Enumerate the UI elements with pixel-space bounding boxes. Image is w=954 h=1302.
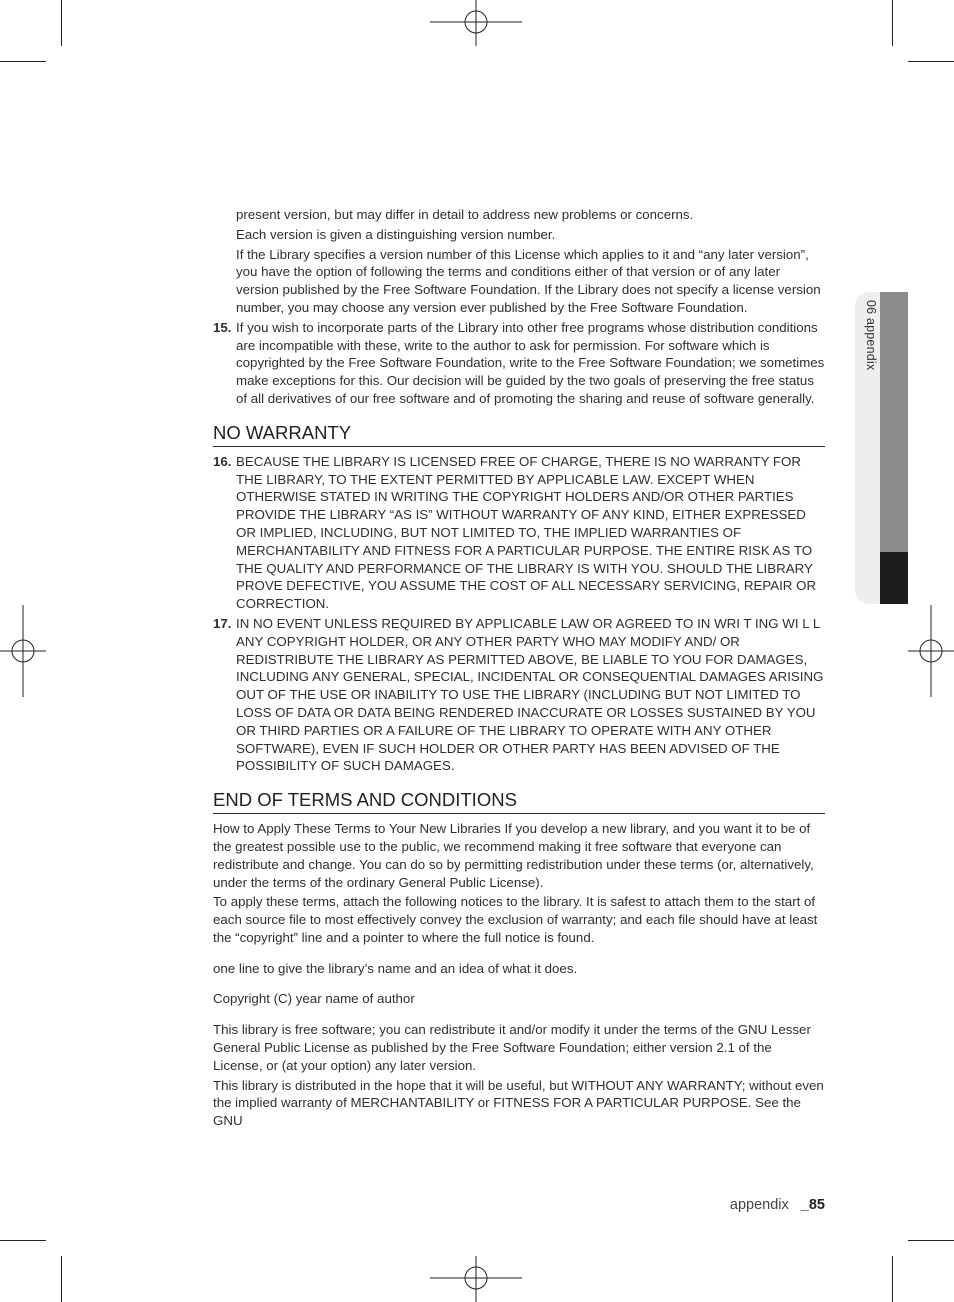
registration-mark-icon (0, 605, 46, 697)
body-paragraph: Copyright (C) year name of author (213, 991, 415, 1007)
intro-paragraph: present version, but may differ in detail to address new problems or concerns. (236, 207, 694, 222)
body-paragraph: This library is distributed in the hope that it will be useful, but WITHOUT ANY WARRANTY; without even the implied warranty of MERCHANTABILITY or FITNESS FOR A PARTICULAR PURPOSE. See the GNU (213, 1077, 824, 1129)
side-tab-label: 06 appendix (864, 300, 878, 371)
footer-section: appendix (729, 1197, 789, 1213)
body-paragraph: To apply these terms, attach the following notices to the library. It is safest to attach them to the start of each source file to most effectively convey the exclusion of warranty; and each file should have at least the “copyright” line and a pointer to where the full notice is found. (213, 894, 818, 945)
item-text: If you wish to incorporate parts of the Library into other free programs whose distribution conditions are incompatible with these, write to the author to ask for permission. For software which is copyrighted by the Free Software Foundation, write to the Free Software Foundation; we sometimes make exceptions for this. Our decision will be guided by the two goals of preserving the free status of all derivatives of our free software and of promoting the sharing and reuse of software generally. (236, 319, 825, 406)
crop-mark (892, 1256, 893, 1302)
body-paragraph: How to Apply These Terms to Your New Libraries If you develop a new library, and you want it to be of the greatest possible use to the public, we recommend making it free software that everyone can redistribute and change. You can do so by permitting redistribution under these terms (or, alternatively, under the terms of the ordinary General Public License). (213, 821, 814, 890)
body-paragraph: one line to give the library’s name and an idea of what it does. (213, 960, 578, 976)
list-item-15 (213, 319, 825, 408)
section-heading-end-of-terms: END OF TERMS AND CONDITIONS (213, 789, 825, 814)
crop-mark (0, 61, 46, 62)
page-number: _85 (800, 1197, 825, 1213)
intro-paragraph: Each version is given a distinguishing version number. (236, 226, 556, 242)
crop-mark (0, 1240, 46, 1241)
side-tab-marker (880, 552, 908, 604)
crop-mark (908, 61, 954, 62)
registration-mark-icon (430, 0, 522, 46)
item-text: IN NO EVENT UNLESS REQUIRED BY APPLICABLE LAW OR AGREED TO IN WRI T ING WI L L ANY COPYRIGHT HOLDER, OR ANY OTHER PARTY WHO MAY MODIFY AND/ OR REDISTRIBUTE THE LIBRARY AS PERMITTED ABOVE, BE LIABLE TO YOU FOR DAMAGES, INCLUDING ANY GENERAL, SPECIAL, INCIDENTAL OR CONSEQUENTIAL DAMAGES ARISING OUT OF THE USE OR INABILITY TO USE THE LIBRARY (INCLUDING BUT NOT LIMITED TO LOSS OF DATA OR DATA BEING RENDERED INACCURATE OR LOSSES SUSTAINED BY YOU OR THIRD PARTIES OR A FAILURE OF THE LIBRARY TO OPERATE WITH ANY OTHER SOFTWARE), EVEN IF SUCH HOLDER OR OTHER PARTY HAS BEEN ADVISED OF THE POSSIBILITY OF SUCH DAMAGES. (236, 615, 824, 774)
item-number: 17. (213, 615, 232, 631)
intro-paragraph: If the Library specifies a version number of this License which applies to it and “any later version”, you have the option of following the terms and conditions either of that version or of any later version published by the Free Software Foundation. If the Library does not specify a license version number, you may choose any version ever published by the Free Software Foundation. (236, 246, 821, 315)
page-content (213, 206, 825, 1130)
page-footer (640, 1197, 825, 1213)
side-tab-bar (880, 292, 908, 552)
section-heading-no-warranty: NO WARRANTY (213, 422, 825, 447)
body-paragraph: This library is free software; you can redistribute it and/or modify it under the terms of the GNU Lesser General Public License as published by the Free Software Foundation; either version 2.1 of the License, or (at your option) any later version. (213, 1022, 811, 1073)
crop-mark (892, 0, 893, 46)
crop-mark (61, 1256, 62, 1302)
item-text: BECAUSE THE LIBRARY IS LICENSED FREE OF CHARGE, THERE IS NO WARRANTY FOR THE LIBRARY, TO THE EXTENT PERMITTED BY APPLICABLE LAW. EXCEPT WHEN OTHERWISE STATED IN WRITING THE COPYRIGHT HOLDERS AND/OR OTHER PARTIES PROVIDE THE LIBRARY “AS IS” WITHOUT WARRANTY OF ANY KIND, EITHER EXPRESSED OR IMPLIED, INCLUDING, BUT NOT LIMITED TO, THE IMPLIED WARRANTIES OF MERCHANTABILITY AND FITNESS FOR A PARTICULAR PURPOSE. THE ENTIRE RISK AS TO THE QUALITY AND PERFORMANCE OF THE LIBRARY IS WITH YOU. SHOULD THE LIBRARY PROVE DEFECTIVE, YOU ASSUME THE COST OF ALL NECESSARY SERVICING, REPAIR OR CORRECTION. (236, 453, 817, 612)
item-number: 15. (213, 319, 232, 335)
list-item-17 (213, 615, 825, 775)
crop-mark (61, 0, 62, 46)
registration-mark-icon (908, 605, 954, 697)
crop-mark (908, 1240, 954, 1241)
item-number: 16. (213, 453, 232, 469)
list-item-16 (213, 453, 825, 613)
registration-mark-icon (430, 1256, 522, 1302)
